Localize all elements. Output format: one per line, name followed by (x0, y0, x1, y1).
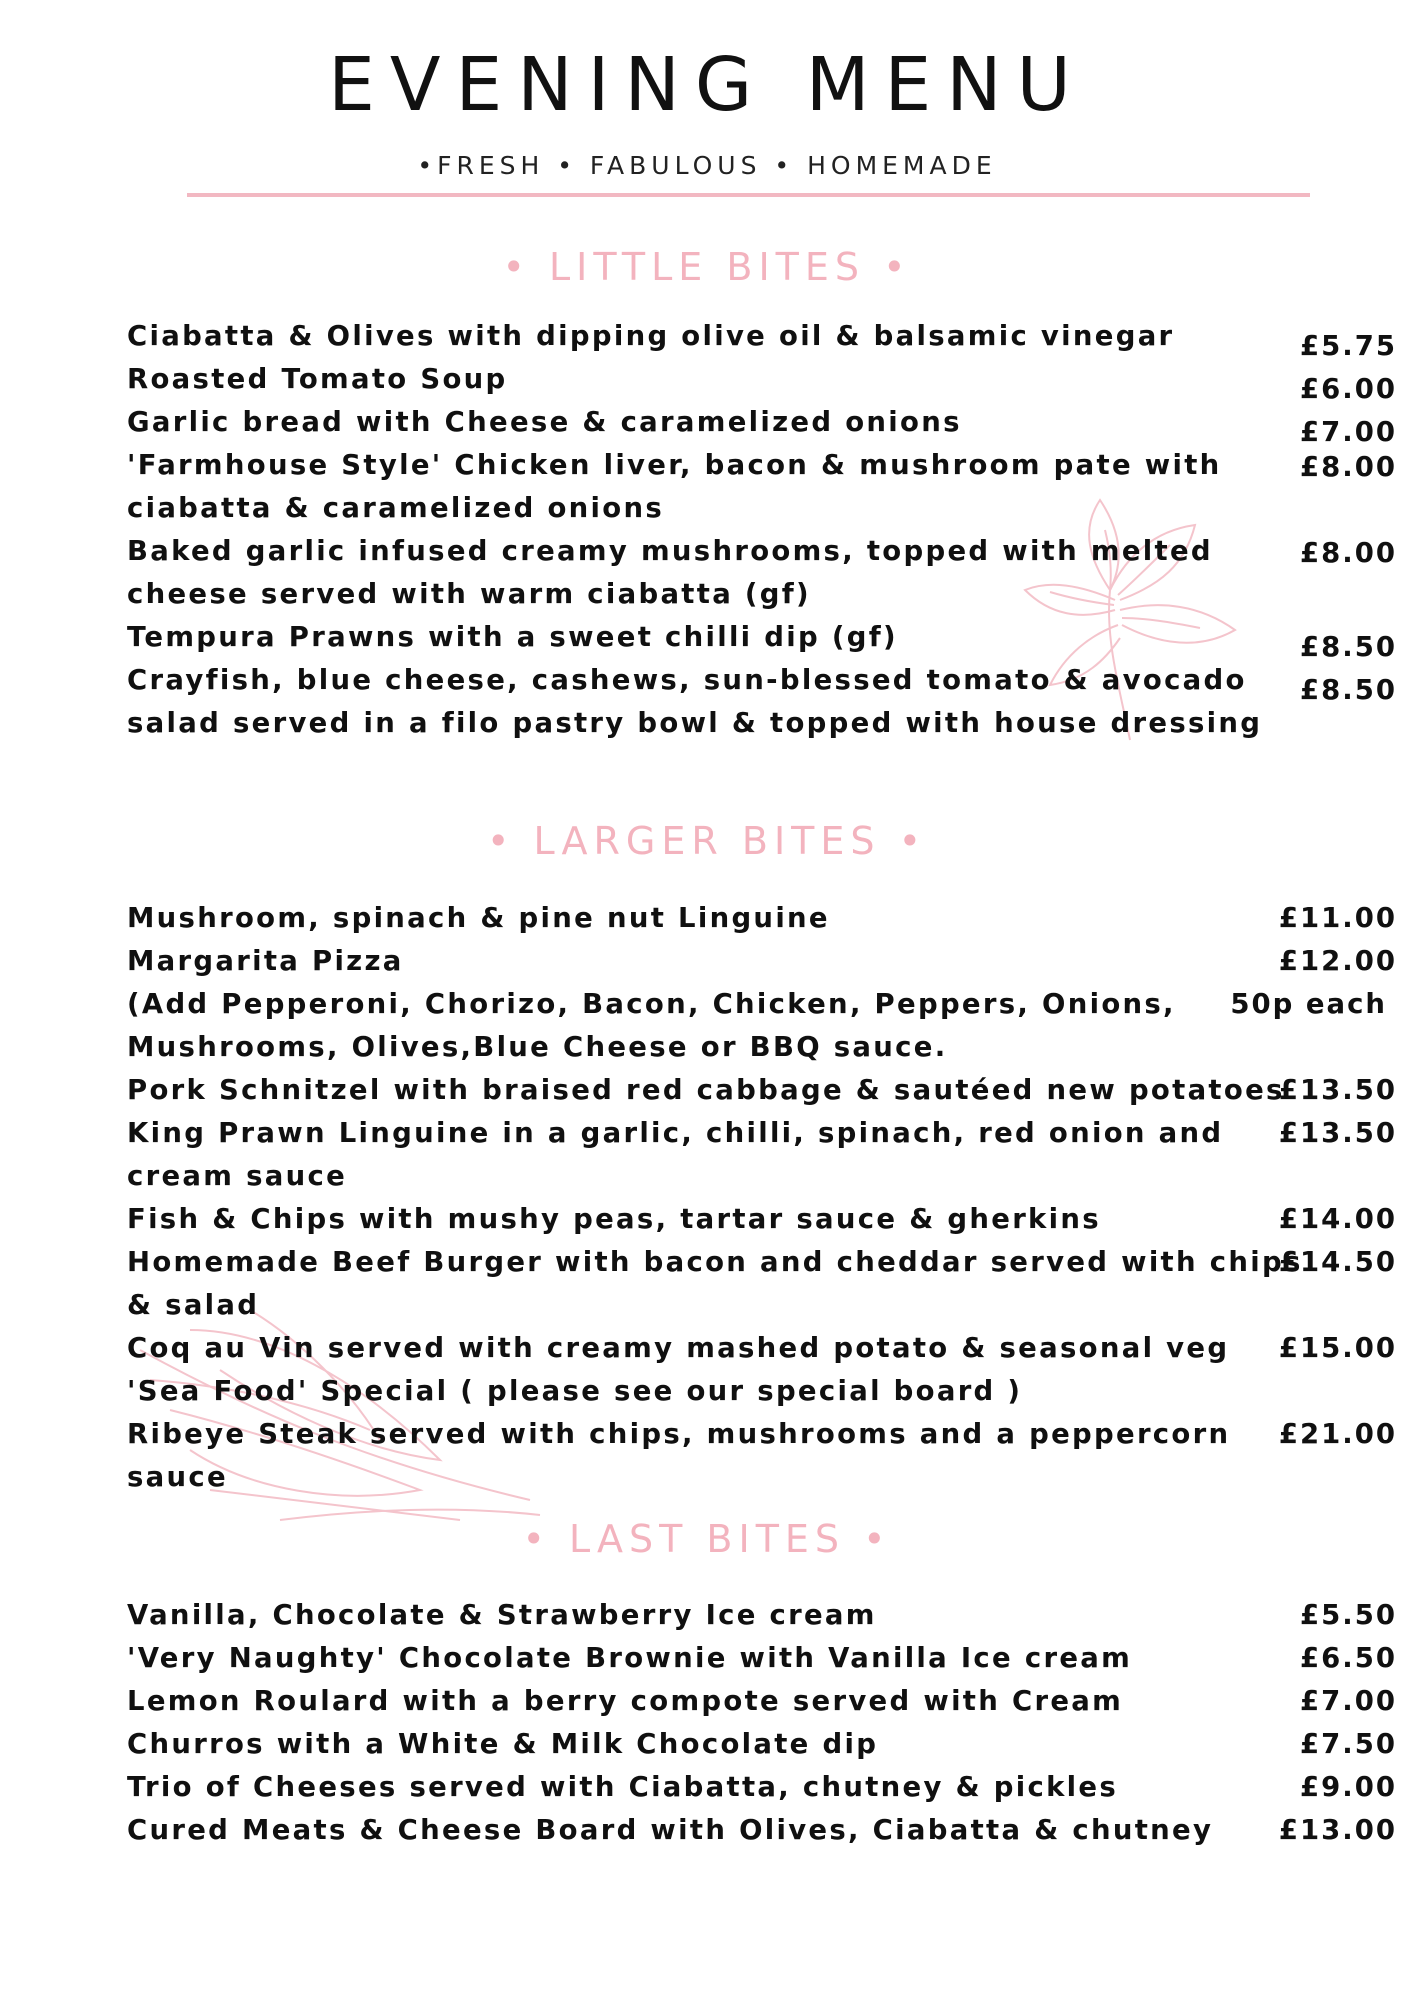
menu-item (127, 358, 1397, 405)
dish-name: Pork Schnitzel with braised red cabbage & sautéed new potatoes (127, 1074, 1285, 1106)
header-divider (187, 193, 1310, 197)
little-bites-list (127, 315, 1397, 745)
last-bites-list (127, 1594, 1397, 1852)
dish-price: £13.50 (1278, 1117, 1397, 1149)
dish-name: Coq au Vin served with creamy mashed potato & seasonal veg (127, 1332, 1230, 1364)
menu-item (127, 1723, 1397, 1766)
page-title: EVENING MENU (328, 42, 1086, 128)
menu-item (127, 444, 1397, 530)
menu-item (127, 1327, 1397, 1370)
dish-name: Baked garlic infused creamy mushrooms, topped with melted cheese served with warm ciabatta (gf) (127, 535, 1213, 610)
dish-name: Homemade Beef Burger with bacon and cheddar served with chips & salad (127, 1246, 1303, 1321)
dish-name: (Add Pepperoni, Chorizo, Bacon, Chicken, Peppers, Onions, Mushrooms, Olives,Blue Cheese or BBQ sauce. (127, 988, 1176, 1063)
dish-name: Fish & Chips with mushy peas, tartar sauce & gherkins (127, 1203, 1101, 1235)
dish-price: £8.00 (1300, 537, 1397, 569)
menu-item (127, 1198, 1397, 1241)
dish-name: Mushroom, spinach & pine nut Linguine (127, 902, 830, 934)
dish-name: Churros with a White & Milk Chocolate dip (127, 1728, 879, 1760)
dish-price: £6.50 (1300, 1642, 1397, 1674)
section-title-last-bites: • LAST BITES • (522, 1517, 892, 1561)
dish-name: Ribeye Steak served with chips, mushrooms and a peppercorn sauce (127, 1418, 1231, 1493)
menu-item (127, 659, 1397, 745)
menu-item (127, 1809, 1397, 1852)
dish-name: Trio of Cheeses served with Ciabatta, chutney & pickles (127, 1771, 1119, 1803)
menu-item (127, 1680, 1397, 1723)
dish-price: £7.00 (1300, 416, 1397, 448)
menu-item (127, 401, 1397, 448)
dish-price: £5.50 (1300, 1599, 1397, 1631)
dish-price: £15.00 (1278, 1332, 1397, 1364)
dish-name: Margarita Pizza (127, 945, 404, 977)
menu-item (127, 983, 1397, 1069)
dish-name: 'Very Naughty' Chocolate Brownie with Vanilla Ice cream (127, 1642, 1133, 1674)
menu-item (127, 1069, 1397, 1112)
tagline: •FRESH • FABULOUS • HOMEMADE (417, 151, 997, 180)
section-title-little-bites: • LITTLE BITES • (502, 245, 912, 289)
menu-item (127, 1766, 1397, 1809)
dish-name: King Prawn Linguine in a garlic, chilli, spinach, red onion and cream sauce (127, 1117, 1224, 1192)
dish-price: £9.00 (1300, 1771, 1397, 1803)
dish-price: £6.00 (1300, 373, 1397, 405)
dish-name: Cured Meats & Cheese Board with Olives, Ciabatta & chutney (127, 1814, 1214, 1846)
dish-name: Tempura Prawns with a sweet chilli dip (gf) (127, 621, 898, 653)
section-title-larger-bites: • LARGER BITES • (487, 819, 927, 863)
menu-item (127, 940, 1397, 983)
menu-item (127, 1637, 1397, 1680)
dish-name: 'Farmhouse Style' Chicken liver, bacon & mushroom pate with ciabatta & caramelized onions (127, 449, 1222, 524)
dish-price: £5.75 (1300, 330, 1397, 362)
dish-price: £13.00 (1278, 1814, 1397, 1846)
dish-name: Lemon Roulard with a berry compote served with Cream (127, 1685, 1124, 1717)
dish-name: Roasted Tomato Soup (127, 363, 508, 395)
larger-bites-list (127, 897, 1397, 1499)
dish-price: £14.00 (1278, 1203, 1397, 1235)
dish-price: £7.50 (1300, 1728, 1397, 1760)
dish-name: Garlic bread with Cheese & caramelized onions (127, 406, 962, 438)
menu-item (127, 1112, 1397, 1198)
dish-name: 'Sea Food' Special ( please see our special board ) (127, 1375, 1023, 1407)
dish-price: 50p each (1230, 988, 1387, 1020)
menu-item (127, 1413, 1397, 1499)
menu-item (127, 315, 1397, 362)
dish-name: Crayfish, blue cheese, cashews, sun-blessed tomato & avocado salad served in a filo pastry bowl & topped with house dressing (127, 664, 1263, 739)
dish-price: £11.00 (1278, 902, 1397, 934)
dish-price: £8.00 (1300, 451, 1397, 483)
menu-item (127, 897, 1397, 940)
menu-item (127, 616, 1397, 663)
dish-price: £8.50 (1300, 674, 1397, 706)
menu-item (127, 1370, 1397, 1413)
menu-item (127, 1241, 1397, 1327)
dish-price: £12.00 (1278, 945, 1397, 977)
menu-item (127, 1594, 1397, 1637)
menu-item (127, 530, 1397, 616)
dish-price: £13.50 (1278, 1074, 1397, 1106)
dish-price: £14.50 (1278, 1246, 1397, 1278)
dish-name: Vanilla, Chocolate & Strawberry Ice cream (127, 1599, 877, 1631)
dish-price: £7.00 (1300, 1685, 1397, 1717)
dish-price: £21.00 (1278, 1418, 1397, 1450)
dish-price: £8.50 (1300, 631, 1397, 663)
dish-name: Ciabatta & Olives with dipping olive oil & balsamic vinegar (127, 320, 1175, 352)
